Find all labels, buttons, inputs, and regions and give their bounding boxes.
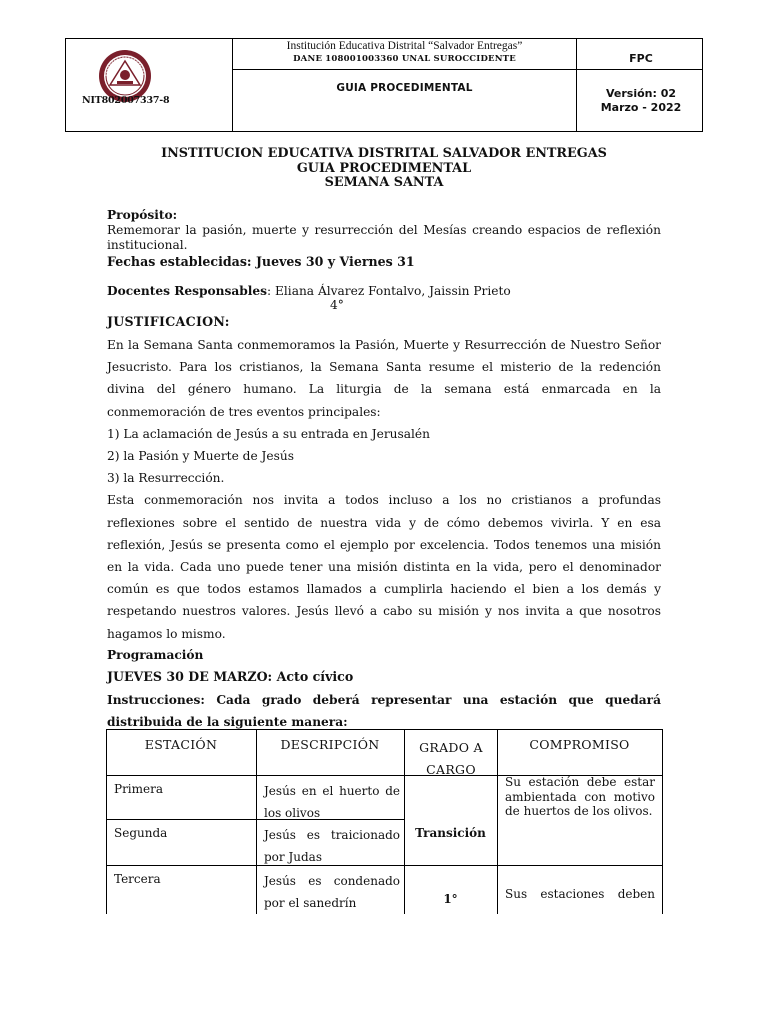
table-border	[662, 729, 663, 914]
station-cell: Tercera	[114, 872, 161, 886]
grade-cell: Transición	[415, 826, 486, 840]
list-item: 2) la Pasión y Muerte de Jesús	[107, 449, 295, 464]
description-cell: Jesús es traicionado por Judas	[264, 828, 400, 864]
commitment-cell: Sus estaciones deben	[505, 887, 655, 901]
justification-paragraph: En la Semana Santa conmemoramos la Pasión, Muerte y Resurrección de Nuestro Señor Jesucristo. Para los cristianos, la Semana Santa resume el misterio de la redención divina del género humano. La liturgia de la semana está enmarcada en la conmemoración de tres eventos principales:	[107, 338, 661, 419]
version-number: Versión: 02	[605, 87, 677, 100]
programming-instructions: Instrucciones: Cada grado deberá representar una estación que quedará distribuida de la siguiente manera:	[107, 693, 661, 729]
teachers-label: Docentes Responsables	[107, 284, 268, 298]
header-divider	[232, 69, 702, 70]
logo-cell	[66, 39, 232, 131]
title-line: SEMANA SANTA	[324, 175, 444, 190]
commitment-cell: Su estación debe estar ambientada con motivo de huertos de los olivos.	[505, 775, 655, 818]
justification-label: JUSTIFICACION:	[107, 314, 230, 329]
nit-number: NIT802007337-8	[82, 95, 170, 106]
header-divider	[576, 39, 577, 131]
table-border	[106, 729, 107, 914]
description-cell: Jesús es condenado por el sanedrín	[264, 874, 400, 910]
list-item: 1) La aclamación de Jesús a su entrada en Jerusalén	[107, 426, 430, 441]
header-grade: GRADO A CARGO	[419, 740, 483, 777]
description-cell: Jesús en el huerto de los olivos	[264, 784, 400, 820]
version-block	[578, 87, 704, 115]
stations-table	[106, 729, 663, 914]
list-item: 3) la Resurrección.	[107, 471, 225, 486]
teachers-line	[107, 284, 661, 298]
programming-label: Programación	[107, 648, 204, 662]
justification-paragraph: Esta conmemoración nos invita a todos incluso a los no cristianos a profundas reflexiones sobre el sentido de nuestra vida y de cómo debemos vivirla. Y en esa reflexión, Jesús se presenta como el ejemplo por excelencia. Todos tenemos una misión en la vida. Cada uno puede tener una misión distinta en la vida, pero el denominador común es que todos estamos llamados a cumplirla haciendo el bien a los demás y respetando nuestros valores. Jesús llevó a cabo su misión y nos invita a que nosotros hagamos lo mismo.	[107, 493, 661, 641]
dane-code: DANE 108001003360 UNAL SUROCCIDENTE	[293, 54, 516, 64]
document-type: GUIA PROCEDIMENTAL	[336, 82, 473, 94]
table-border	[256, 729, 257, 914]
header-commitment: COMPROMISO	[529, 737, 630, 752]
table-border	[404, 729, 405, 914]
table-border	[497, 729, 498, 914]
document-header	[65, 38, 703, 132]
form-code: FPC	[629, 52, 653, 65]
title-line: INSTITUCION EDUCATIVA DISTRITAL SALVADOR ENTREGAS	[161, 146, 607, 161]
justification-body	[107, 334, 661, 645]
teachers-grade: 4°	[330, 298, 344, 312]
programming-day: JUEVES 30 DE MARZO: Acto cívico	[107, 669, 354, 684]
dates-label: Fechas establecidas: Jueves 30 y Viernes 31	[107, 254, 415, 269]
purpose-label: Propósito:	[107, 208, 178, 222]
document-title	[107, 147, 661, 191]
station-cell: Primera	[114, 782, 164, 796]
version-date: Marzo - 2022	[600, 101, 682, 114]
header-station: ESTACIÓN	[144, 737, 218, 752]
institution-name: Institución Educativa Distrital “Salvador Entregas”	[286, 40, 523, 52]
station-cell: Segunda	[114, 826, 168, 840]
purpose-text: Rememorar la pasión, muerte y resurrección del Mesías creando espacios de reflexión institucional.	[107, 223, 661, 252]
header-description: DESCRIPCIÓN	[280, 737, 380, 752]
teachers-names: : Eliana Álvarez Fontalvo, Jaissin Prieto	[267, 284, 511, 298]
grade-cell: 1°	[443, 892, 458, 906]
title-line: GUIA PROCEDIMENTAL	[296, 160, 472, 176]
table-border	[106, 729, 663, 730]
